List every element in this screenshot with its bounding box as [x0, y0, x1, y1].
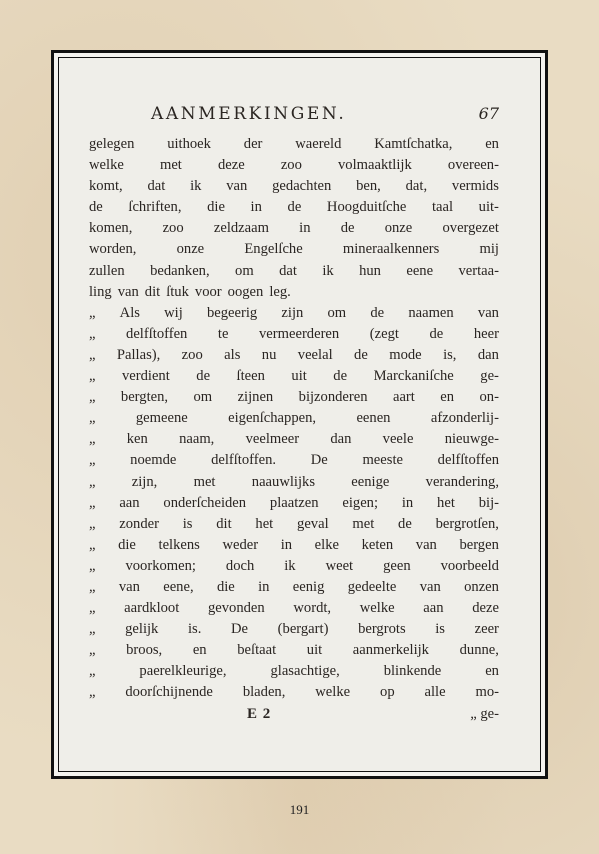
page-frame-outer	[51, 50, 548, 779]
catchline	[89, 705, 499, 729]
text-line: „ Pallas), zoo als nu veelal de mode is, dan	[89, 346, 499, 363]
text-line: worden, onze Engelſche mineraalkenners mij	[89, 241, 499, 258]
text-line: „ noemde delfſtoffen. De meeste delfſtoffen	[89, 452, 499, 469]
text-line: „ ken naam, veelmeer dan veele nieuwge-	[89, 431, 499, 448]
folio-number: 67	[478, 104, 499, 123]
text-line: „ zijn, met naauwlijks eenige verandering,	[89, 473, 499, 490]
text-line: „ gemeene eigenſchappen, eenen afzonderlij-	[89, 410, 499, 427]
text-line: welke met deze zoo volmaaktlijk overeen-	[89, 157, 499, 174]
running-title: AANMERKINGEN.	[151, 104, 347, 124]
text-line: „ van eene, die in eenig gedeelte van onzen	[89, 578, 499, 595]
catchword: „ ge-	[470, 705, 499, 722]
text-line: „ aardkloot gevonden wordt, welke aan deze	[89, 600, 499, 617]
book-page	[89, 104, 499, 729]
text-line: „ zonder is dit het geval met de bergrotſen,	[89, 515, 499, 532]
text-line: „ broos, en beſtaat uit aanmerkelijk dunne,	[89, 642, 499, 659]
text-line: ling van dit ſtuk voor oogen leg.	[89, 283, 291, 300]
text-line: „ die telkens weder in elke keten van bergen	[89, 536, 499, 553]
pdf-page-number: 191	[289, 802, 310, 817]
text-line: zullen bedanken, om dat ik hun eene vertaa-	[89, 262, 499, 279]
text-line: komen, zoo zeldzaam in de onze overgezet	[89, 220, 499, 237]
text-line: „ voorkomen; doch ik weet geen voorbeeld	[89, 557, 499, 574]
running-head	[89, 104, 499, 130]
text-line: de ſchriften, die in de Hoogduitſche taal uit-	[89, 199, 499, 216]
text-line: „ delfſtoffen te vermeerderen (zegt de heer	[89, 325, 499, 342]
text-line: „ doorſchijnende bladen, welke op alle mo-	[89, 684, 499, 701]
text-line: „ bergten, om zijnen bijzonderen aart en on-	[89, 389, 499, 406]
text-line: „ aan onderſcheiden plaatzen eigen; in het bij-	[89, 494, 499, 511]
text-line: „ verdient de ſteen uit de Marckaniſche ge-	[89, 368, 499, 385]
body-text	[89, 134, 499, 704]
text-line: „ gelijk is. De (bergart) bergrots is zeer	[89, 621, 499, 638]
signature-mark: E 2	[247, 705, 272, 722]
page-frame-inner	[58, 57, 541, 772]
text-line: „ paerelkleurige, glasachtige, blinkende en	[89, 663, 499, 680]
text-line: komt, dat ik van gedachten ben, dat, vermids	[89, 178, 499, 195]
text-line: „ Als wij begeerig zijn om de naamen van	[89, 304, 499, 321]
text-line: gelegen uithoek der waereld Kamtſchatka, en	[89, 136, 499, 152]
